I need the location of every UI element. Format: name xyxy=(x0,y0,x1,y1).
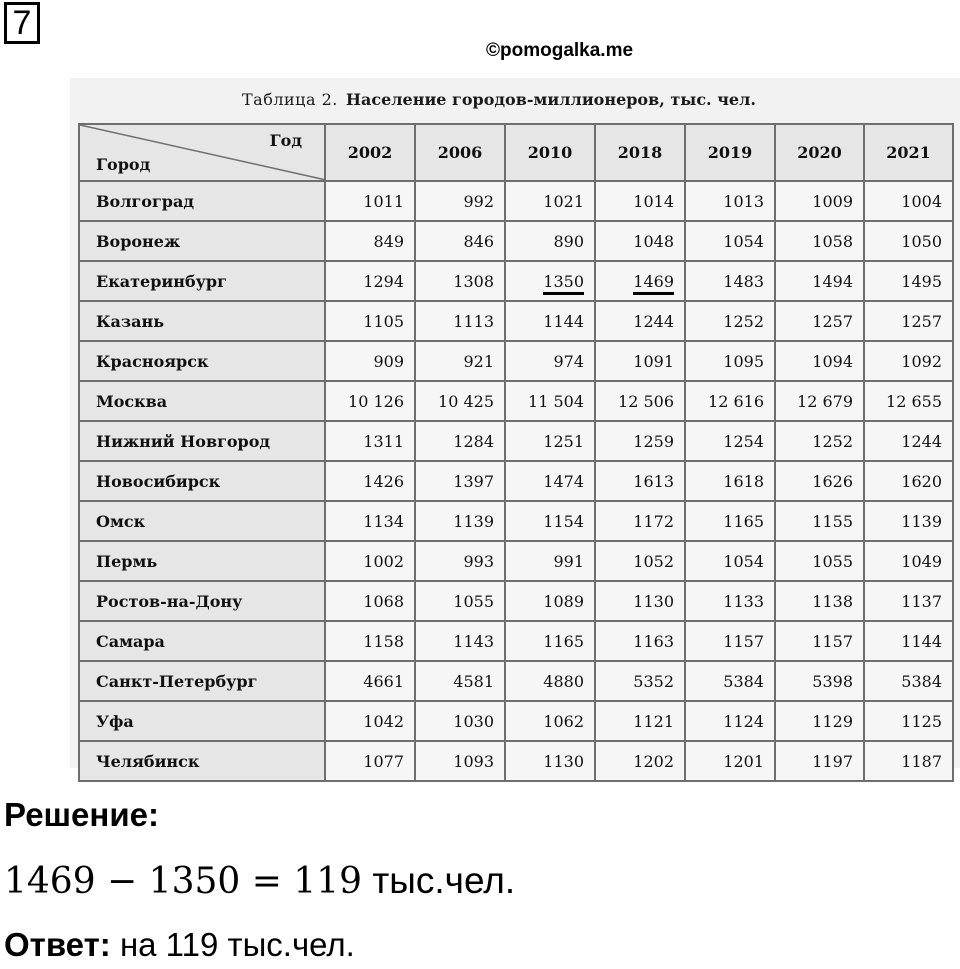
population-value-cell: 1144 xyxy=(505,301,595,341)
table-row xyxy=(79,301,953,341)
table-row xyxy=(79,421,953,461)
population-value-cell: 12 655 xyxy=(864,381,953,421)
population-value-cell: 890 xyxy=(505,221,595,261)
population-value-cell: 1055 xyxy=(775,541,864,581)
population-value-cell: 10 425 xyxy=(415,381,505,421)
population-value-cell: 1483 xyxy=(685,261,775,301)
population-value-cell: 1284 xyxy=(415,421,505,461)
population-value-cell: 1165 xyxy=(505,621,595,661)
population-value-cell: 1474 xyxy=(505,461,595,501)
population-value-cell: 1125 xyxy=(864,701,953,741)
population-value-cell: 1121 xyxy=(595,701,685,741)
population-value-cell: 974 xyxy=(505,341,595,381)
population-value-cell: 1113 xyxy=(415,301,505,341)
population-value-cell: 921 xyxy=(415,341,505,381)
equation-unit: тыс.чел. xyxy=(372,860,516,901)
city-name-cell: Омск xyxy=(79,501,325,541)
population-value-cell: 1155 xyxy=(775,501,864,541)
table-corner-cell xyxy=(79,124,325,181)
table-header-row xyxy=(79,124,953,181)
population-value-cell: 1311 xyxy=(325,421,415,461)
population-value-cell: 4581 xyxy=(415,661,505,701)
population-value-cell: 12 616 xyxy=(685,381,775,421)
population-value-cell: 1426 xyxy=(325,461,415,501)
population-value-cell: 1618 xyxy=(685,461,775,501)
city-name-cell: Пермь xyxy=(79,541,325,581)
population-value-cell: 1138 xyxy=(775,581,864,621)
population-value-cell: 5352 xyxy=(595,661,685,701)
population-value-cell: 1009 xyxy=(775,181,864,221)
population-value-cell: 1163 xyxy=(595,621,685,661)
population-value-cell: 991 xyxy=(505,541,595,581)
city-name-cell: Челябинск xyxy=(79,741,325,781)
population-value-cell: 5384 xyxy=(864,661,953,701)
population-value-cell xyxy=(595,261,685,301)
year-header-2018: 2018 xyxy=(595,124,685,181)
city-name-cell: Волгоград xyxy=(79,181,325,221)
population-value-cell: 992 xyxy=(415,181,505,221)
population-value-cell: 1252 xyxy=(685,301,775,341)
year-header-2006: 2006 xyxy=(415,124,505,181)
population-value-cell: 1134 xyxy=(325,501,415,541)
city-name-cell: Москва xyxy=(79,381,325,421)
population-value-cell: 849 xyxy=(325,221,415,261)
equation-math: 1469 − 1350 = 119 xyxy=(4,861,363,902)
year-header-2010: 2010 xyxy=(505,124,595,181)
population-value-cell: 1133 xyxy=(685,581,775,621)
population-value-cell: 1129 xyxy=(775,701,864,741)
population-value-cell: 1055 xyxy=(415,581,505,621)
population-value-cell: 1139 xyxy=(415,501,505,541)
city-name-cell: Ростов-на-Дону xyxy=(79,581,325,621)
population-value-cell: 1244 xyxy=(595,301,685,341)
population-value-cell: 1158 xyxy=(325,621,415,661)
population-value-cell: 1252 xyxy=(775,421,864,461)
answer-text: на 119 тыс.чел. xyxy=(119,926,355,963)
population-value-cell: 4880 xyxy=(505,661,595,701)
population-value-cell: 1054 xyxy=(685,541,775,581)
city-name-cell: Санкт-Петербург xyxy=(79,661,325,701)
population-value-cell: 5384 xyxy=(685,661,775,701)
population-value-cell: 1002 xyxy=(325,541,415,581)
population-value-cell: 1021 xyxy=(505,181,595,221)
population-value-cell: 1613 xyxy=(595,461,685,501)
table-caption-title: Население городов-миллионеров, тыс. чел. xyxy=(345,90,756,109)
city-name-cell: Воронеж xyxy=(79,221,325,261)
population-value-cell: 846 xyxy=(415,221,505,261)
population-value-cell: 1004 xyxy=(864,181,953,221)
population-value-cell: 10 126 xyxy=(325,381,415,421)
population-value-cell: 993 xyxy=(415,541,505,581)
population-value-cell: 5398 xyxy=(775,661,864,701)
population-value-cell: 1397 xyxy=(415,461,505,501)
table-row xyxy=(79,461,953,501)
population-value-cell: 1092 xyxy=(864,341,953,381)
table-row xyxy=(79,661,953,701)
year-header-2020: 2020 xyxy=(775,124,864,181)
population-value-cell: 1202 xyxy=(595,741,685,781)
population-value-cell: 1251 xyxy=(505,421,595,461)
table-caption-label: Таблица 2. xyxy=(242,90,338,109)
table-row xyxy=(79,501,953,541)
population-value-cell: 1062 xyxy=(505,701,595,741)
population-value-cell: 1187 xyxy=(864,741,953,781)
population-value-cell: 1095 xyxy=(685,341,775,381)
solution-heading: Решение: xyxy=(4,796,159,833)
population-value-cell: 11 504 xyxy=(505,381,595,421)
solution-equation xyxy=(4,860,515,902)
table-row xyxy=(79,221,953,261)
table-caption xyxy=(242,90,756,109)
population-value-cell: 1050 xyxy=(864,221,953,261)
table-row xyxy=(79,621,953,661)
population-value-cell: 1144 xyxy=(864,621,953,661)
population-value-cell: 1254 xyxy=(685,421,775,461)
population-value-cell: 1042 xyxy=(325,701,415,741)
population-value-cell: 1014 xyxy=(595,181,685,221)
population-value-cell: 1197 xyxy=(775,741,864,781)
population-table xyxy=(78,123,954,782)
watermark: ©pomogalka.me xyxy=(486,40,634,61)
population-value-cell: 1308 xyxy=(415,261,505,301)
population-value-cell: 12 506 xyxy=(595,381,685,421)
population-value-cell: 1077 xyxy=(325,741,415,781)
population-value-cell: 909 xyxy=(325,341,415,381)
table-row xyxy=(79,261,953,301)
city-name-cell: Нижний Новгород xyxy=(79,421,325,461)
corner-city-label: Город xyxy=(96,155,151,174)
city-name-cell: Казань xyxy=(79,301,325,341)
population-value-cell: 1172 xyxy=(595,501,685,541)
population-value-cell: 1058 xyxy=(775,221,864,261)
population-value-cell: 1013 xyxy=(685,181,775,221)
population-value-cell: 1089 xyxy=(505,581,595,621)
population-value-cell: 1139 xyxy=(864,501,953,541)
population-value-cell: 1054 xyxy=(685,221,775,261)
population-value-cell: 1620 xyxy=(864,461,953,501)
city-name-cell: Красноярск xyxy=(79,341,325,381)
city-name-cell: Новосибирск xyxy=(79,461,325,501)
population-value-cell: 1244 xyxy=(864,421,953,461)
population-value-cell: 1068 xyxy=(325,581,415,621)
population-value-cell: 1154 xyxy=(505,501,595,541)
population-value-cell: 1157 xyxy=(685,621,775,661)
answer-label: Ответ: xyxy=(4,926,111,963)
year-header-2021: 2021 xyxy=(864,124,953,181)
year-header-2019: 2019 xyxy=(685,124,775,181)
population-value-cell: 1030 xyxy=(415,701,505,741)
population-value-cell: 1157 xyxy=(775,621,864,661)
table-row xyxy=(79,181,953,221)
population-value-cell: 1048 xyxy=(595,221,685,261)
table-row xyxy=(79,341,953,381)
population-value-cell: 1495 xyxy=(864,261,953,301)
underlined-value: 1350 xyxy=(543,272,584,295)
population-value-cell: 4661 xyxy=(325,661,415,701)
population-value-cell: 1257 xyxy=(775,301,864,341)
answer-line xyxy=(4,926,355,964)
population-value-cell: 1294 xyxy=(325,261,415,301)
underlined-value: 1469 xyxy=(633,272,674,295)
population-value-cell: 1143 xyxy=(415,621,505,661)
population-value-cell: 1124 xyxy=(685,701,775,741)
population-value-cell: 1052 xyxy=(595,541,685,581)
corner-year-label: Год xyxy=(269,131,302,150)
population-value-cell: 1130 xyxy=(595,581,685,621)
population-value-cell: 1093 xyxy=(415,741,505,781)
population-value-cell: 1094 xyxy=(775,341,864,381)
population-value-cell: 1201 xyxy=(685,741,775,781)
table-row xyxy=(79,541,953,581)
table-row xyxy=(79,741,953,781)
population-value-cell: 1011 xyxy=(325,181,415,221)
year-header-2002: 2002 xyxy=(325,124,415,181)
population-value-cell: 12 679 xyxy=(775,381,864,421)
table-row xyxy=(79,381,953,421)
population-value-cell: 1130 xyxy=(505,741,595,781)
population-value-cell: 1257 xyxy=(864,301,953,341)
population-value-cell xyxy=(505,261,595,301)
city-name-cell: Уфа xyxy=(79,701,325,741)
population-value-cell: 1137 xyxy=(864,581,953,621)
table-row xyxy=(79,701,953,741)
city-name-cell: Самара xyxy=(79,621,325,661)
population-value-cell: 1259 xyxy=(595,421,685,461)
population-value-cell: 1049 xyxy=(864,541,953,581)
city-name-cell: Екатеринбург xyxy=(79,261,325,301)
population-value-cell: 1091 xyxy=(595,341,685,381)
population-value-cell: 1626 xyxy=(775,461,864,501)
population-value-cell: 1165 xyxy=(685,501,775,541)
table-row xyxy=(79,581,953,621)
population-value-cell: 1494 xyxy=(775,261,864,301)
population-value-cell: 1105 xyxy=(325,301,415,341)
task-number-badge: 7 xyxy=(4,2,40,44)
table-body xyxy=(79,181,953,781)
